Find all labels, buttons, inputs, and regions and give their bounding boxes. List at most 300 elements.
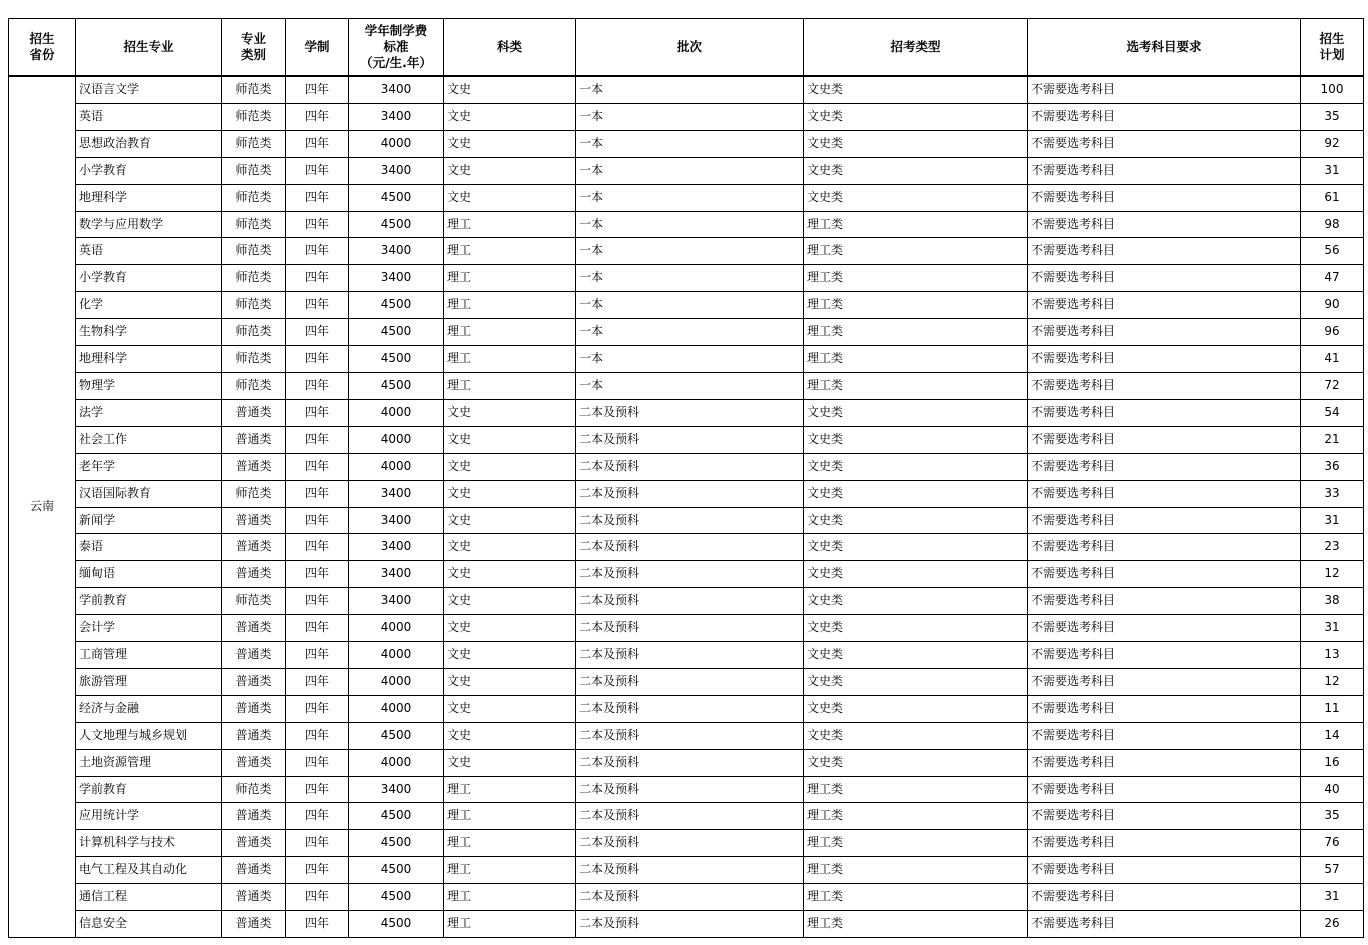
cell-requirement: 不需要选考科目 (1028, 265, 1301, 292)
cell-batch: 二本及预科 (576, 695, 804, 722)
cell-category: 师范类 (222, 776, 286, 803)
cell-tuition: 4500 (349, 184, 444, 211)
cell-tuition: 4500 (349, 211, 444, 238)
cell-duration: 四年 (286, 534, 349, 561)
cell-requirement: 不需要选考科目 (1028, 157, 1301, 184)
cell-major: 英语 (76, 238, 222, 265)
cell-batch: 二本及预科 (576, 534, 804, 561)
cell-exam-type: 文史类 (804, 588, 1028, 615)
cell-subject: 理工 (444, 346, 576, 373)
cell-tuition: 3400 (349, 157, 444, 184)
cell-requirement: 不需要选考科目 (1028, 399, 1301, 426)
table-row (9, 668, 1364, 695)
cell-category: 普通类 (222, 453, 286, 480)
cell-duration: 四年 (286, 803, 349, 830)
table-row (9, 130, 1364, 157)
cell-requirement: 不需要选考科目 (1028, 103, 1301, 130)
cell-duration: 四年 (286, 319, 349, 346)
cell-plan: 21 (1301, 426, 1364, 453)
cell-major: 学前教育 (76, 776, 222, 803)
cell-duration: 四年 (286, 561, 349, 588)
cell-tuition: 3400 (349, 534, 444, 561)
cell-requirement: 不需要选考科目 (1028, 588, 1301, 615)
cell-category: 师范类 (222, 238, 286, 265)
cell-exam-type: 理工类 (804, 346, 1028, 373)
cell-requirement: 不需要选考科目 (1028, 130, 1301, 157)
table-row (9, 561, 1364, 588)
cell-requirement: 不需要选考科目 (1028, 372, 1301, 399)
cell-batch: 二本及预科 (576, 507, 804, 534)
cell-requirement: 不需要选考科目 (1028, 76, 1301, 103)
cell-duration: 四年 (286, 453, 349, 480)
cell-requirement: 不需要选考科目 (1028, 211, 1301, 238)
cell-exam-type: 文史类 (804, 695, 1028, 722)
cell-plan: 98 (1301, 211, 1364, 238)
cell-plan: 54 (1301, 399, 1364, 426)
cell-category: 师范类 (222, 157, 286, 184)
cell-batch: 一本 (576, 211, 804, 238)
cell-major: 老年学 (76, 453, 222, 480)
cell-duration: 四年 (286, 911, 349, 938)
cell-exam-type: 理工类 (804, 372, 1028, 399)
cell-subject: 文史 (444, 103, 576, 130)
cell-exam-type: 文史类 (804, 453, 1028, 480)
cell-exam-type: 理工类 (804, 911, 1028, 938)
cell-tuition: 4000 (349, 615, 444, 642)
cell-category: 普通类 (222, 911, 286, 938)
table-row (9, 184, 1364, 211)
cell-category: 师范类 (222, 184, 286, 211)
cell-requirement: 不需要选考科目 (1028, 507, 1301, 534)
cell-plan: 100 (1301, 76, 1364, 103)
cell-requirement: 不需要选考科目 (1028, 830, 1301, 857)
cell-duration: 四年 (286, 238, 349, 265)
cell-duration: 四年 (286, 130, 349, 157)
cell-batch: 二本及预科 (576, 588, 804, 615)
cell-category: 师范类 (222, 103, 286, 130)
cell-subject: 理工 (444, 884, 576, 911)
cell-major: 化学 (76, 292, 222, 319)
cell-exam-type: 理工类 (804, 830, 1028, 857)
cell-major: 经济与金融 (76, 695, 222, 722)
cell-exam-type: 理工类 (804, 292, 1028, 319)
header-duration: 学制 (286, 19, 349, 77)
cell-category: 师范类 (222, 346, 286, 373)
cell-plan: 31 (1301, 157, 1364, 184)
cell-tuition: 3400 (349, 265, 444, 292)
cell-major: 法学 (76, 399, 222, 426)
cell-requirement: 不需要选考科目 (1028, 695, 1301, 722)
cell-batch: 二本及预科 (576, 426, 804, 453)
cell-tuition: 4500 (349, 884, 444, 911)
cell-exam-type: 文史类 (804, 749, 1028, 776)
cell-category: 普通类 (222, 642, 286, 669)
cell-duration: 四年 (286, 507, 349, 534)
cell-batch: 一本 (576, 265, 804, 292)
table-row (9, 884, 1364, 911)
cell-batch: 二本及预科 (576, 668, 804, 695)
cell-tuition: 3400 (349, 588, 444, 615)
cell-major: 小学教育 (76, 265, 222, 292)
cell-major: 缅甸语 (76, 561, 222, 588)
cell-category: 普通类 (222, 507, 286, 534)
cell-duration: 四年 (286, 157, 349, 184)
cell-plan: 31 (1301, 615, 1364, 642)
cell-requirement: 不需要选考科目 (1028, 722, 1301, 749)
cell-subject: 文史 (444, 426, 576, 453)
cell-category: 师范类 (222, 480, 286, 507)
cell-plan: 90 (1301, 292, 1364, 319)
header-batch: 批次 (576, 19, 804, 77)
cell-exam-type: 理工类 (804, 803, 1028, 830)
table-row (9, 426, 1364, 453)
cell-subject: 理工 (444, 292, 576, 319)
cell-batch: 二本及预科 (576, 722, 804, 749)
cell-duration: 四年 (286, 668, 349, 695)
cell-duration: 四年 (286, 426, 349, 453)
cell-major: 土地资源管理 (76, 749, 222, 776)
cell-exam-type: 文史类 (804, 642, 1028, 669)
cell-major: 应用统计学 (76, 803, 222, 830)
cell-subject: 文史 (444, 615, 576, 642)
cell-category: 师范类 (222, 319, 286, 346)
cell-plan: 35 (1301, 103, 1364, 130)
cell-tuition: 4000 (349, 453, 444, 480)
cell-tuition: 3400 (349, 103, 444, 130)
table-row (9, 642, 1364, 669)
cell-major: 电气工程及其自动化 (76, 857, 222, 884)
cell-exam-type: 文史类 (804, 507, 1028, 534)
table-row (9, 346, 1364, 373)
table-row (9, 776, 1364, 803)
table-row (9, 588, 1364, 615)
cell-exam-type: 理工类 (804, 238, 1028, 265)
cell-category: 普通类 (222, 857, 286, 884)
header-category: 专业 类别 (222, 19, 286, 77)
table-body (9, 76, 1364, 938)
cell-tuition: 4000 (349, 399, 444, 426)
cell-category: 普通类 (222, 722, 286, 749)
cell-major: 工商管理 (76, 642, 222, 669)
cell-batch: 一本 (576, 319, 804, 346)
cell-tuition: 4500 (349, 372, 444, 399)
cell-batch: 一本 (576, 130, 804, 157)
cell-batch: 二本及预科 (576, 615, 804, 642)
cell-category: 普通类 (222, 695, 286, 722)
cell-tuition: 4500 (349, 292, 444, 319)
cell-duration: 四年 (286, 103, 349, 130)
cell-duration: 四年 (286, 615, 349, 642)
cell-plan: 16 (1301, 749, 1364, 776)
cell-batch: 一本 (576, 238, 804, 265)
cell-batch: 二本及预科 (576, 480, 804, 507)
cell-plan: 12 (1301, 561, 1364, 588)
cell-tuition: 3400 (349, 76, 444, 103)
cell-plan: 47 (1301, 265, 1364, 292)
table-row (9, 615, 1364, 642)
cell-requirement: 不需要选考科目 (1028, 911, 1301, 938)
cell-tuition: 4500 (349, 803, 444, 830)
cell-duration: 四年 (286, 211, 349, 238)
cell-category: 普通类 (222, 830, 286, 857)
cell-duration: 四年 (286, 642, 349, 669)
cell-subject: 文史 (444, 749, 576, 776)
table-row (9, 722, 1364, 749)
cell-batch: 二本及预科 (576, 911, 804, 938)
cell-major: 社会工作 (76, 426, 222, 453)
cell-subject: 文史 (444, 695, 576, 722)
cell-tuition: 4500 (349, 830, 444, 857)
cell-batch: 一本 (576, 103, 804, 130)
cell-subject: 文史 (444, 130, 576, 157)
cell-major: 汉语言文学 (76, 76, 222, 103)
table-row (9, 453, 1364, 480)
cell-subject: 理工 (444, 319, 576, 346)
table-row (9, 238, 1364, 265)
cell-requirement: 不需要选考科目 (1028, 319, 1301, 346)
cell-exam-type: 文史类 (804, 399, 1028, 426)
cell-category: 普通类 (222, 615, 286, 642)
cell-exam-type: 文史类 (804, 668, 1028, 695)
cell-category: 师范类 (222, 292, 286, 319)
cell-category: 师范类 (222, 588, 286, 615)
cell-subject: 文史 (444, 507, 576, 534)
cell-batch: 一本 (576, 76, 804, 103)
cell-tuition: 4000 (349, 642, 444, 669)
cell-major: 地理科学 (76, 184, 222, 211)
cell-category: 普通类 (222, 426, 286, 453)
cell-exam-type: 文史类 (804, 534, 1028, 561)
cell-requirement: 不需要选考科目 (1028, 803, 1301, 830)
cell-batch: 二本及预科 (576, 453, 804, 480)
cell-plan: 96 (1301, 319, 1364, 346)
cell-duration: 四年 (286, 749, 349, 776)
table-row (9, 319, 1364, 346)
cell-tuition: 3400 (349, 480, 444, 507)
cell-batch: 二本及预科 (576, 399, 804, 426)
table-row (9, 76, 1364, 103)
cell-plan: 26 (1301, 911, 1364, 938)
cell-duration: 四年 (286, 695, 349, 722)
cell-subject: 文史 (444, 668, 576, 695)
cell-batch: 二本及预科 (576, 803, 804, 830)
cell-tuition: 4000 (349, 426, 444, 453)
cell-major: 计算机科学与技术 (76, 830, 222, 857)
cell-category: 普通类 (222, 803, 286, 830)
cell-category: 普通类 (222, 749, 286, 776)
cell-subject: 理工 (444, 211, 576, 238)
cell-plan: 14 (1301, 722, 1364, 749)
cell-subject: 文史 (444, 453, 576, 480)
cell-plan: 76 (1301, 830, 1364, 857)
cell-duration: 四年 (286, 884, 349, 911)
cell-exam-type: 文史类 (804, 130, 1028, 157)
cell-major: 新闻学 (76, 507, 222, 534)
table-row (9, 372, 1364, 399)
cell-duration: 四年 (286, 588, 349, 615)
cell-subject: 文史 (444, 399, 576, 426)
table-row (9, 830, 1364, 857)
table-row (9, 857, 1364, 884)
cell-tuition: 4500 (349, 722, 444, 749)
cell-tuition: 4500 (349, 857, 444, 884)
cell-requirement: 不需要选考科目 (1028, 668, 1301, 695)
cell-plan: 56 (1301, 238, 1364, 265)
cell-tuition: 4000 (349, 130, 444, 157)
cell-duration: 四年 (286, 76, 349, 103)
cell-major: 旅游管理 (76, 668, 222, 695)
cell-plan: 11 (1301, 695, 1364, 722)
cell-tuition: 3400 (349, 776, 444, 803)
cell-duration: 四年 (286, 857, 349, 884)
cell-category: 普通类 (222, 668, 286, 695)
header-requirement: 选考科目要求 (1028, 19, 1301, 77)
cell-major: 小学教育 (76, 157, 222, 184)
cell-plan: 40 (1301, 776, 1364, 803)
cell-requirement: 不需要选考科目 (1028, 561, 1301, 588)
cell-tuition: 4500 (349, 346, 444, 373)
cell-plan: 41 (1301, 346, 1364, 373)
cell-exam-type: 文史类 (804, 722, 1028, 749)
cell-category: 师范类 (222, 130, 286, 157)
cell-plan: 23 (1301, 534, 1364, 561)
cell-requirement: 不需要选考科目 (1028, 749, 1301, 776)
cell-batch: 一本 (576, 184, 804, 211)
table-row (9, 911, 1364, 938)
cell-exam-type: 文史类 (804, 103, 1028, 130)
cell-category: 师范类 (222, 265, 286, 292)
cell-requirement: 不需要选考科目 (1028, 453, 1301, 480)
cell-batch: 二本及预科 (576, 830, 804, 857)
cell-category: 师范类 (222, 372, 286, 399)
header-exam-type: 招考类型 (804, 19, 1028, 77)
cell-duration: 四年 (286, 265, 349, 292)
cell-exam-type: 理工类 (804, 319, 1028, 346)
cell-subject: 文史 (444, 722, 576, 749)
cell-exam-type: 理工类 (804, 776, 1028, 803)
cell-major: 思想政治教育 (76, 130, 222, 157)
table-row (9, 399, 1364, 426)
cell-category: 普通类 (222, 534, 286, 561)
table-row (9, 103, 1364, 130)
cell-batch: 二本及预科 (576, 561, 804, 588)
cell-subject: 理工 (444, 372, 576, 399)
cell-requirement: 不需要选考科目 (1028, 184, 1301, 211)
header-plan: 招生 计划 (1301, 19, 1364, 77)
cell-exam-type: 文史类 (804, 561, 1028, 588)
cell-batch: 二本及预科 (576, 642, 804, 669)
cell-major: 会计学 (76, 615, 222, 642)
cell-duration: 四年 (286, 776, 349, 803)
cell-category: 普通类 (222, 399, 286, 426)
cell-batch: 二本及预科 (576, 749, 804, 776)
cell-exam-type: 理工类 (804, 857, 1028, 884)
cell-major: 泰语 (76, 534, 222, 561)
cell-subject: 理工 (444, 238, 576, 265)
cell-requirement: 不需要选考科目 (1028, 534, 1301, 561)
cell-subject: 文史 (444, 157, 576, 184)
cell-batch: 二本及预科 (576, 884, 804, 911)
cell-category: 普通类 (222, 884, 286, 911)
cell-subject: 文史 (444, 76, 576, 103)
table-row (9, 211, 1364, 238)
cell-major: 地理科学 (76, 346, 222, 373)
cell-batch: 二本及预科 (576, 776, 804, 803)
cell-subject: 理工 (444, 265, 576, 292)
cell-exam-type: 理工类 (804, 265, 1028, 292)
cell-subject: 文史 (444, 480, 576, 507)
cell-requirement: 不需要选考科目 (1028, 292, 1301, 319)
cell-major: 生物科学 (76, 319, 222, 346)
cell-subject: 文史 (444, 588, 576, 615)
cell-tuition: 3400 (349, 238, 444, 265)
cell-major: 汉语国际教育 (76, 480, 222, 507)
table-row (9, 534, 1364, 561)
cell-batch: 二本及预科 (576, 857, 804, 884)
cell-exam-type: 文史类 (804, 426, 1028, 453)
cell-exam-type: 文史类 (804, 184, 1028, 211)
cell-plan: 33 (1301, 480, 1364, 507)
cell-exam-type: 文史类 (804, 76, 1028, 103)
table-row (9, 480, 1364, 507)
table-row (9, 803, 1364, 830)
cell-province: 云南 (9, 76, 76, 938)
cell-plan: 31 (1301, 884, 1364, 911)
header-major: 招生专业 (76, 19, 222, 77)
cell-subject: 理工 (444, 857, 576, 884)
cell-subject: 理工 (444, 911, 576, 938)
cell-tuition: 4500 (349, 911, 444, 938)
cell-requirement: 不需要选考科目 (1028, 857, 1301, 884)
table-row (9, 157, 1364, 184)
cell-major: 数学与应用数学 (76, 211, 222, 238)
header-subject: 科类 (444, 19, 576, 77)
table-header-row (9, 19, 1364, 77)
cell-plan: 12 (1301, 668, 1364, 695)
cell-plan: 57 (1301, 857, 1364, 884)
cell-plan: 61 (1301, 184, 1364, 211)
cell-subject: 理工 (444, 830, 576, 857)
cell-subject: 理工 (444, 803, 576, 830)
cell-subject: 文史 (444, 534, 576, 561)
cell-requirement: 不需要选考科目 (1028, 426, 1301, 453)
cell-major: 物理学 (76, 372, 222, 399)
cell-major: 通信工程 (76, 884, 222, 911)
table-row (9, 507, 1364, 534)
cell-exam-type: 文史类 (804, 480, 1028, 507)
cell-plan: 13 (1301, 642, 1364, 669)
cell-duration: 四年 (286, 292, 349, 319)
cell-tuition: 4000 (349, 695, 444, 722)
table-row (9, 695, 1364, 722)
table-row (9, 292, 1364, 319)
cell-category: 普通类 (222, 561, 286, 588)
cell-tuition: 3400 (349, 561, 444, 588)
cell-requirement: 不需要选考科目 (1028, 346, 1301, 373)
cell-requirement: 不需要选考科目 (1028, 480, 1301, 507)
cell-plan: 36 (1301, 453, 1364, 480)
cell-batch: 一本 (576, 157, 804, 184)
cell-batch: 一本 (576, 292, 804, 319)
cell-requirement: 不需要选考科目 (1028, 884, 1301, 911)
cell-plan: 35 (1301, 803, 1364, 830)
cell-plan: 92 (1301, 130, 1364, 157)
cell-tuition: 3400 (349, 507, 444, 534)
enrollment-plan-table (8, 18, 1364, 938)
cell-exam-type: 理工类 (804, 211, 1028, 238)
table-row (9, 749, 1364, 776)
cell-duration: 四年 (286, 399, 349, 426)
